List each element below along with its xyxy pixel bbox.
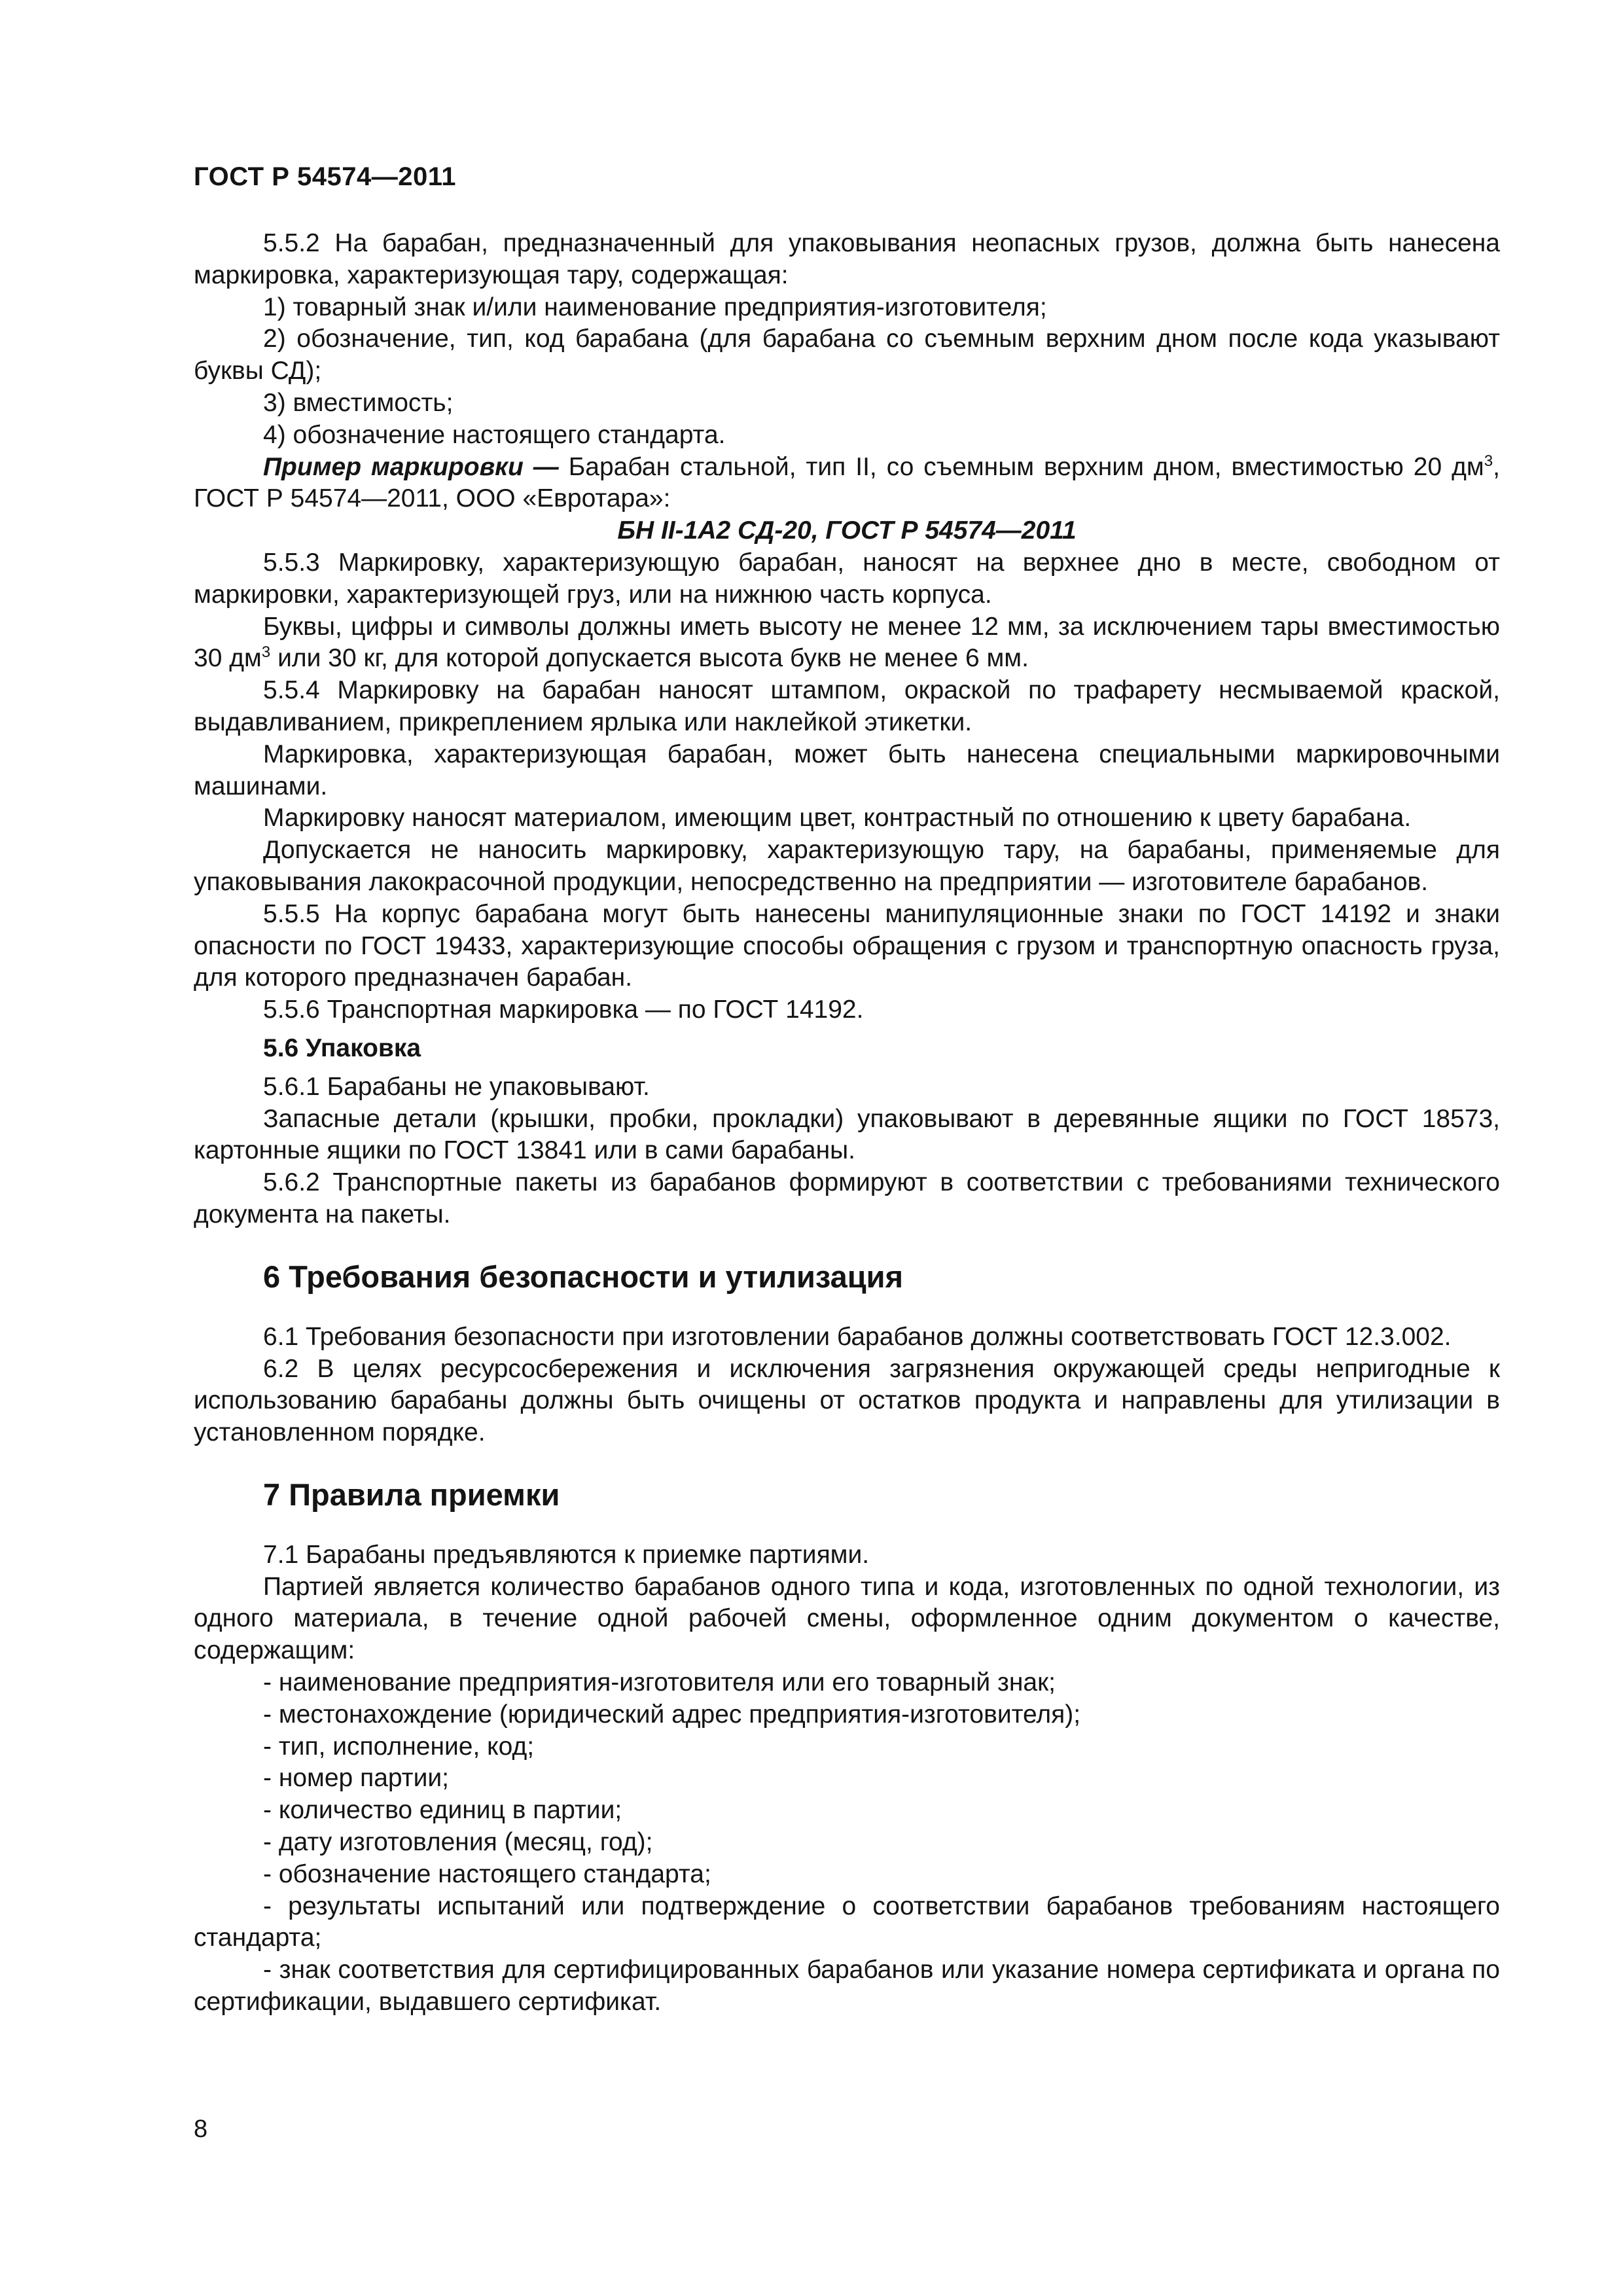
marking-example [194, 452, 1500, 516]
example-text-b: , ГОСТ Р 54574—2011, ООО «Евротара»: [194, 452, 1500, 513]
paragraph-6-1: 6.1 Требования безопасности при изготовлении барабанов должны соответствовать ГОСТ 12.3.002. [263, 1322, 1452, 1351]
list-item: - местонахождение (юридический адрес предприятия-изготовителя); [263, 1700, 1081, 1729]
list-item: - тип, исполнение, код; [263, 1732, 535, 1761]
page-number: 8 [194, 2115, 208, 2143]
paragraph-marking-machines: Маркировка, характеризующая барабан, может быть нанесена специальными маркировочными машинами. [194, 740, 1500, 800]
list-item: - обозначение настоящего стандарта; [263, 1859, 711, 1888]
example-label: Пример маркировки — [263, 452, 559, 481]
paragraph-5-5-5: 5.5.5 На корпус барабана могут быть нанесены манипуляционные знаки по ГОСТ 14192 и знаки опасности по ГОСТ 19433, характеризующие способы обращения с грузом и транспортную опасность груза, для которого предназначен барабан. [194, 899, 1500, 992]
example-superscript: 3 [1484, 452, 1493, 470]
example-text-a: Барабан стальной, тип II, со съемным верхним дном, вместимостью 20 дм [558, 452, 1484, 481]
letter-height-text-a: Буквы, цифры и символы должны иметь высоту не менее 12 мм, за исключением тары вместимостью 30 дм [194, 612, 1500, 673]
list-item: - дату изготовления (месяц, год); [263, 1828, 653, 1857]
marking-example-code: БН II-1А2 СД-20, ГОСТ Р 54574—2011 [617, 516, 1077, 545]
paragraph-5-5-3: 5.5.3 Маркировку, характеризующую барабан, наносят на верхнее дно в месте, свободном от маркировки, характеризующей груз, или на нижнюю часть корпуса. [194, 548, 1500, 609]
paragraph-marking-material: Маркировку наносят материалом, имеющим цвет, контрастный по отношению к цвету барабана. [263, 804, 1412, 833]
paragraph-5-6-2: 5.6.2 Транспортные пакеты из барабанов формируют в соответствии с требованиями технического документа на пакеты. [194, 1168, 1500, 1229]
list-item: - наименование предприятия-изготовителя или его товарный знак; [263, 1668, 1056, 1697]
paragraph-spare-parts: Запасные детали (крышки, пробки, прокладки) упаковывают в деревянные ящики по ГОСТ 18573, картонные ящики по ГОСТ 13841 или в сами барабаны. [194, 1104, 1500, 1165]
letter-height-superscript: 3 [261, 643, 271, 662]
letter-height-text-b: или 30 кг, для которой допускается высота букв не менее 6 мм. [270, 644, 1029, 673]
section-title-7: 7 Правила приемки [263, 1477, 560, 1512]
paragraph-5-5-6: 5.5.6 Транспортная маркировка — по ГОСТ 14192. [263, 996, 864, 1024]
paragraph-5-6-1: 5.6.1 Барабаны не упаковывают. [263, 1072, 650, 1101]
paragraph-5-5-2: 5.5.2 На барабан, предназначенный для упаковывания неопасных грузов, должна быть нанесена маркировка, характеризующая тару, содержащая: [194, 229, 1500, 289]
list-item-1: 1) товарный знак и/или наименование предприятия-изготовителя; [263, 293, 1047, 321]
document-body [194, 228, 1500, 2018]
list-item: - результаты испытаний или подтверждение о соответствии барабанов требованиям настоящего стандарта; [194, 1892, 1500, 1952]
paragraph-marking-exception: Допускается не наносить маркировку, характеризующую тару, на барабаны, применяемые для упаковывания лакокрасочной продукции, непосредственно на предприятии — изготовителе барабанов. [194, 836, 1500, 896]
section-title-6: 6 Требования безопасности и утилизация [263, 1259, 904, 1294]
list-item: - количество единиц в партии; [263, 1796, 622, 1825]
paragraph-batch-definition: Партией является количество барабанов одного типа и кода, изготовленных по одной технологии, из одного материала, в течение одной рабочей смены, оформленное одним документом о качестве, содержащим: [194, 1572, 1500, 1665]
list-item-3: 3) вместимость; [263, 388, 454, 417]
subsection-title-5-6: 5.6 Упаковка [263, 1033, 421, 1062]
paragraph-5-5-4: 5.5.4 Маркировку на барабан наносят штампом, окраской по трафарету несмываемой краской, выдавливанием, прикреплением ярлыка или наклейкой этикетки. [194, 676, 1500, 736]
list-item-4: 4) обозначение настоящего стандарта. [263, 420, 726, 449]
list-item: - знак соответствия для сертифицированных барабанов или указание номера сертификата и органа по сертификации, выдавшего сертификат. [194, 1956, 1500, 2017]
paragraph-6-2: 6.2 В целях ресурсосбережения и исключения загрязнения окружающей среды непригодные к использованию барабаны должны быть очищены от остатков продукта и направлены для утилизации в установленном порядке. [194, 1354, 1500, 1447]
list-item-2: 2) обозначение, тип, код барабана (для барабана со съемным верхним дном после кода указывают буквы СД); [194, 325, 1500, 386]
paragraph-7-1: 7.1 Барабаны предъявляются к приемке партиями. [263, 1540, 870, 1569]
paragraph-letter-height [194, 611, 1500, 675]
document-header: ГОСТ Р 54574—2011 [194, 162, 456, 191]
list-item: - номер партии; [263, 1764, 449, 1793]
